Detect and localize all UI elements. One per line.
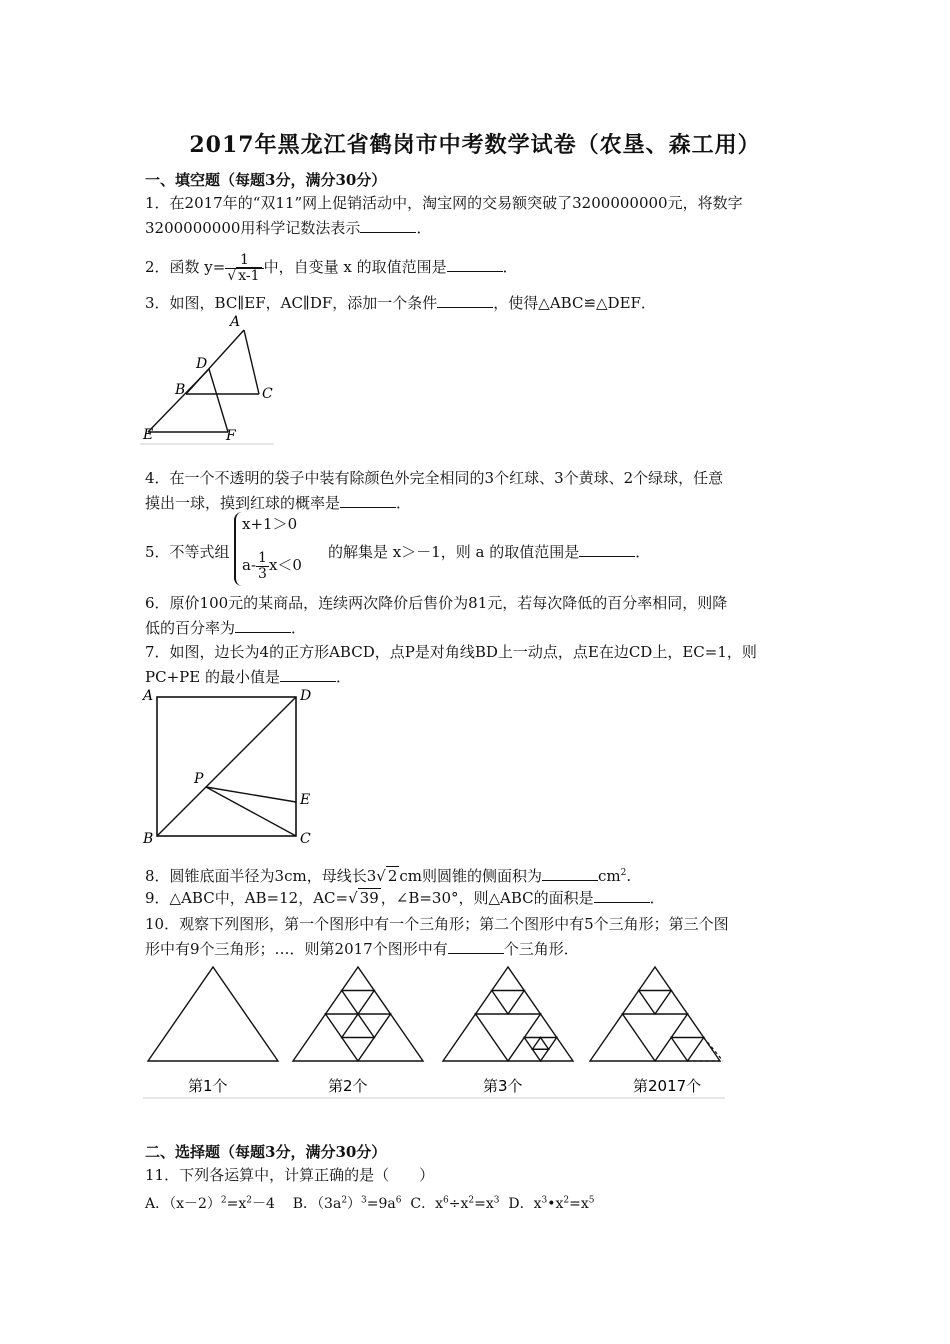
question-9-end: ． <box>649 889 665 907</box>
question-10-end: 个三角形． <box>503 940 579 958</box>
segment-ac <box>244 330 259 394</box>
question-6-end: ． <box>291 619 307 637</box>
option-d[interactable]: D．$x^3•x^2=x^5$ <box>508 1195 595 1212</box>
label-e: E <box>143 427 154 443</box>
question-8: 8．圆锥底面半径为3cm，母线长3√ 2 cm则圆锥的侧面积为 $cm^2$. <box>145 867 632 885</box>
answer-blank <box>360 218 416 233</box>
question-2-suffix: 中，自变量 x 的取值范围是 <box>263 258 447 276</box>
question-10-line-1: 10．观察下列图形，第一个图形中有一个三角形；第二个图形中有5个三角形；第三个图 <box>145 915 729 933</box>
question-1-line-2 <box>145 218 431 238</box>
page-title: 2017年黑龙江省鹤岗市中考数学试卷（农垦、森工用） <box>189 132 761 158</box>
question-9: 9．△ABC中，AB=12，AC=√ 39 ，∠B=30°，则△ABC的面积是 ． <box>145 889 665 907</box>
option-c[interactable]: C．$x^6\div x^2=x^3$ <box>410 1195 500 1212</box>
diagonal-bd <box>157 697 296 836</box>
figure-triangles-abc-def <box>140 312 280 447</box>
question-4-line-1: 4．在一个不透明的袋子中装有除颜色外完全相同的3个红球、3个黄球、2个绿球，任意 <box>145 469 724 487</box>
caption-figure-1: 第1个 <box>188 1077 228 1095</box>
pattern-figure-1 <box>148 967 278 1061</box>
triangle <box>342 991 375 1015</box>
inequality-1: x+1＞0 <box>242 515 298 533</box>
section-1-heading: 一、填空题（每题3分，满分30分） <box>145 171 387 189</box>
question-3-text-b: ，使得△ABC≌△DEF． <box>493 294 656 312</box>
answer-blank <box>447 257 503 272</box>
question-5-suffix: 的解集是 x＞－1，则 a 的取值范围是 <box>328 543 580 561</box>
question-5-prefix: 5．不等式组 <box>145 543 230 561</box>
figure-square-abcd <box>140 686 320 848</box>
question-1-text: 3200000000用科学记数法表示 <box>145 219 361 237</box>
figure-triangle-pattern <box>140 960 730 1100</box>
pattern-figure-3 <box>443 967 573 1061</box>
triangle <box>148 967 278 1061</box>
question-9-text-a: 9．△ABC中，AB=12，AC= <box>145 889 349 907</box>
caption-figure-3: 第3个 <box>483 1077 523 1095</box>
answer-blank <box>594 888 650 903</box>
question-2-prefix: 2．函数 y= <box>145 258 226 276</box>
question-2-end: ． <box>502 258 518 276</box>
question-7-line-2 <box>145 667 351 687</box>
section-2-heading: 二、选择题（每题3分，满分30分） <box>145 1143 387 1161</box>
question-7-line-1: 7．如图，边长为4的正方形ABCD，点P是对角线BD上一动点，点E在边CD上，EC=1，则 <box>145 643 757 661</box>
question-10-line-2 <box>145 939 579 959</box>
question-11: 11．下列各运算中，计算正确的是（ ） <box>145 1166 435 1184</box>
question-6-line-1: 6．原价100元的某商品，连续两次降价后售价为81元，若每次降低的百分率相同，则降 <box>145 594 728 612</box>
question-3-text-a: 3．如图，BC∥EF，AC∥DF，添加一个条件 <box>145 294 438 312</box>
question-7-end: ． <box>335 668 351 686</box>
question-9-text-b: ，∠B=30°，则△ABC的面积是 <box>380 889 594 907</box>
unit: cm <box>598 867 621 885</box>
question-3 <box>145 293 656 313</box>
question-4-line-2 <box>145 493 411 513</box>
triangle <box>342 1014 375 1038</box>
question-1-end: ． <box>416 219 432 237</box>
question-2 <box>145 244 518 290</box>
fraction-denominator: 3 <box>258 565 267 582</box>
question-11-options <box>145 1190 595 1214</box>
label-a: A <box>230 314 241 330</box>
label-c: C <box>300 831 311 847</box>
answer-blank <box>437 293 493 308</box>
triangle <box>671 1038 704 1062</box>
question-8-end: . <box>626 867 632 885</box>
triangle <box>532 1038 548 1050</box>
label-p: P <box>194 771 204 787</box>
unit-exponent: 2 <box>620 868 627 878</box>
label-a: A <box>143 688 154 704</box>
answer-blank <box>280 667 336 682</box>
fraction-numerator: 1 <box>258 549 267 566</box>
radicand: 2 <box>387 867 398 885</box>
question-5-end: ． <box>635 543 651 561</box>
segment-df <box>209 369 228 432</box>
label-d: D <box>300 688 312 704</box>
caption-figure-2: 第2个 <box>328 1077 368 1095</box>
question-4-end: ． <box>396 494 412 512</box>
label-b: B <box>175 382 186 398</box>
question-4-text: 摸出一球，摸到红球的概率是 <box>145 494 341 512</box>
question-6-text: 低的百分率为 <box>145 619 236 637</box>
question-8-text-b: cm则圆锥的侧面积为 <box>399 867 543 885</box>
pattern-figure-2017 <box>590 967 723 1061</box>
option-b[interactable]: B．$(3a^2)^3=9a^6$ <box>292 1195 402 1212</box>
inequality-2 <box>242 546 302 584</box>
label-c: C <box>262 386 273 402</box>
triangle <box>639 991 672 1015</box>
radicand: x-1 <box>238 267 260 284</box>
question-6-line-2 <box>145 618 306 638</box>
segment-de <box>148 369 209 432</box>
answer-blank <box>579 542 635 557</box>
label-f: F <box>226 428 236 444</box>
inequality-system-brace <box>234 512 330 586</box>
label-b: B <box>143 831 154 847</box>
question-8-text-a: 8．圆锥底面半径为3cm，母线长3 <box>145 867 377 885</box>
question-1-line-1: 1．在2017年的“双11”网上促销活动中，淘宝网的交易额突破了3200000000元，将数字 <box>145 194 743 212</box>
triangle <box>492 991 525 1015</box>
fraction-numerator: 1 <box>225 253 263 269</box>
question-5-suffix-line <box>328 542 650 562</box>
answer-blank <box>235 618 291 633</box>
inequality-2-b: x＜0 <box>268 556 302 574</box>
question-7-text: PC+PE 的最小值是 <box>145 668 280 686</box>
answer-blank <box>448 939 504 954</box>
fraction-denominator: √ x-1 <box>227 267 260 284</box>
label-d: D <box>196 356 208 372</box>
option-a[interactable]: A．$(x-2)^2=x^2-4$ <box>145 1195 275 1212</box>
question-10-text: 形中有9个三角形；…．则第2017个图形中有 <box>145 940 448 958</box>
caption-figure-2017: 第2017个 <box>633 1077 702 1095</box>
answer-blank <box>340 493 396 508</box>
inequality-2-a: a- <box>242 556 257 574</box>
answer-blank <box>542 866 598 881</box>
inequality-fraction <box>256 551 269 582</box>
radicand: 39 <box>359 889 379 907</box>
label-e: E <box>300 792 311 808</box>
pattern-figure-2 <box>293 967 423 1061</box>
function-fraction <box>225 253 263 284</box>
